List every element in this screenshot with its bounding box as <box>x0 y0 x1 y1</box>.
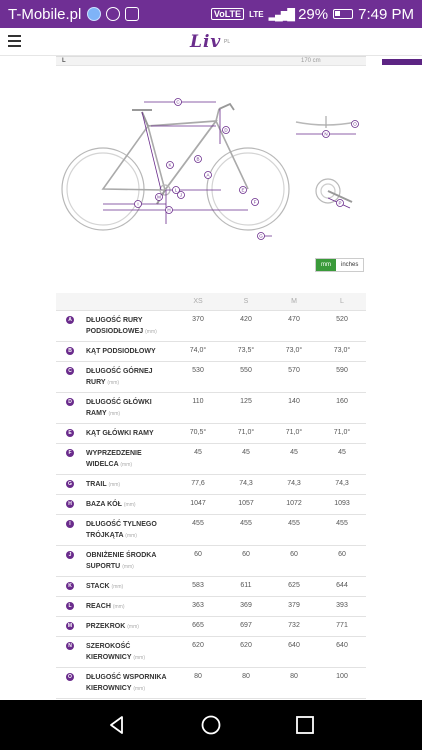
selected-size: L <box>62 58 66 64</box>
row-value: 71,0° <box>222 423 270 443</box>
row-value: 1072 <box>270 494 318 514</box>
row-badge: K <box>66 582 74 590</box>
unit-mm-button[interactable]: mm <box>316 259 336 271</box>
row-value: 470 <box>270 310 318 341</box>
home-icon[interactable] <box>200 714 222 736</box>
row-value: 570 <box>270 361 318 392</box>
row-label: PRZEKROK <box>86 622 126 630</box>
size-header: S <box>222 293 270 310</box>
row-label-cell <box>84 474 174 494</box>
instagram-icon <box>106 7 120 21</box>
row-unit: (mm) <box>133 654 145 661</box>
row-label-cell <box>84 310 174 341</box>
size-header: XS <box>174 293 222 310</box>
diagram-badge <box>240 187 247 194</box>
diagram-badge-letter: D <box>224 127 228 133</box>
row-value: 140 <box>270 392 318 423</box>
table-row <box>56 596 366 616</box>
diagram-badge-letter: O <box>353 121 357 127</box>
row-unit: (mm) <box>108 481 121 488</box>
size-bar <box>382 59 422 65</box>
row-badge: G <box>66 480 74 488</box>
row-value: 697 <box>222 616 270 636</box>
diagram-badge-letter: G <box>259 233 263 239</box>
crank-detail <box>316 179 352 208</box>
row-value: 60 <box>174 545 222 576</box>
selected-size-strip <box>56 56 366 66</box>
diagram-badge-letter: P <box>338 200 342 206</box>
row-value: 1093 <box>318 494 366 514</box>
row-value: 125 <box>222 392 270 423</box>
row-value: 74,0° <box>174 341 222 361</box>
row-value: 1047 <box>174 494 222 514</box>
row-value: 520 <box>318 310 366 341</box>
row-badge: E <box>66 429 74 437</box>
row-value: 363 <box>174 596 222 616</box>
row-badge: M <box>67 622 73 629</box>
row-value: 74,3 <box>270 474 318 494</box>
row-label: OBNIŻENIE ŚRODKA SUPORTU <box>86 551 157 570</box>
row-value: 45 <box>318 443 366 474</box>
row-unit: (mm) <box>145 328 157 335</box>
row-badge-cell <box>56 514 84 545</box>
row-unit: (mm) <box>127 623 139 630</box>
security-shield-icon <box>87 7 101 21</box>
diagram-badge <box>323 131 330 138</box>
table-header-row <box>56 293 366 310</box>
table-row <box>56 392 366 423</box>
diagram-badge-letter: L <box>174 187 178 193</box>
row-badge-cell <box>56 636 84 667</box>
header-badge <box>56 293 84 310</box>
unit-inches-button[interactable]: inches <box>341 262 359 268</box>
row-value: 80 <box>174 667 222 698</box>
volte-badge: VoLTE <box>211 8 244 20</box>
row-label: REACH <box>86 602 111 610</box>
row-badge-cell <box>56 361 84 392</box>
row-value: 620 <box>222 636 270 667</box>
row-value: 583 <box>174 576 222 596</box>
row-value: 60 <box>270 545 318 576</box>
row-badge: C <box>66 367 74 375</box>
row-label: SZEROKOŚĆ KIEROWNICY <box>86 642 132 661</box>
liv-logo[interactable]: Liv <box>190 32 222 52</box>
unit-toggle[interactable] <box>315 258 364 272</box>
diagram-badge <box>135 201 142 208</box>
row-badge-cell <box>56 310 84 341</box>
size-header: M <box>270 293 318 310</box>
row-value: 665 <box>174 616 222 636</box>
table-row <box>56 494 366 514</box>
table-row <box>56 667 366 698</box>
lte-indicator: LTE <box>249 9 264 19</box>
row-value: 455 <box>270 514 318 545</box>
row-label-cell <box>84 392 174 423</box>
row-badge-cell <box>56 341 84 361</box>
row-value: 455 <box>318 514 366 545</box>
row-label-cell <box>84 576 174 596</box>
table-row <box>56 423 366 443</box>
diagram-badge-letter: I <box>137 201 139 207</box>
row-value: 45 <box>222 443 270 474</box>
row-value: 100 <box>318 667 366 698</box>
diagram-badges <box>135 99 359 240</box>
row-unit: (mm) <box>107 379 120 386</box>
row-badge-cell <box>56 616 84 636</box>
row-label-cell <box>84 636 174 667</box>
row-value: 45 <box>174 443 222 474</box>
row-value: 80 <box>222 667 270 698</box>
row-unit: (mm) <box>123 501 136 508</box>
back-icon[interactable] <box>106 714 128 736</box>
row-badge: H <box>66 500 74 508</box>
row-value: 640 <box>318 636 366 667</box>
geometry-table <box>56 293 366 750</box>
stem-bar <box>219 104 234 110</box>
diagram-badge <box>258 233 265 240</box>
row-badge-cell <box>56 596 84 616</box>
diagram-badge <box>167 162 174 169</box>
table-row <box>56 616 366 636</box>
row-label: DŁUGOŚĆ GŁÓWKI RAMY <box>86 398 152 417</box>
row-value: 550 <box>222 361 270 392</box>
header-label <box>84 293 174 310</box>
row-badge-cell <box>56 667 84 698</box>
diagram-badge <box>173 187 180 194</box>
android-nav-bar <box>0 700 422 750</box>
row-badge-cell <box>56 494 84 514</box>
table-row <box>56 341 366 361</box>
row-unit: (mm) <box>133 685 145 692</box>
diagram-badge-letter: E <box>241 187 245 193</box>
row-value: 455 <box>174 514 222 545</box>
row-label: DŁUGOŚĆ RURY PODSIODŁOWEJ <box>86 316 144 335</box>
row-label-cell <box>84 596 174 616</box>
diagram-badge <box>352 121 359 128</box>
row-label: TRAIL <box>86 480 107 488</box>
diagram-badge-letter: A <box>206 172 210 178</box>
row-badge: L <box>66 602 74 610</box>
clock: 7:49 PM <box>358 5 414 23</box>
row-label: KĄT GŁÓWKI RAMY <box>86 429 154 437</box>
row-value: 73,0° <box>270 341 318 361</box>
row-badge: A <box>66 316 74 324</box>
diagram-badge-letter: F <box>253 199 257 205</box>
diagram-badge-letter: N <box>324 131 328 137</box>
app-header <box>0 28 422 56</box>
row-value: 379 <box>270 596 318 616</box>
row-value: 455 <box>222 514 270 545</box>
row-value: 71,0° <box>318 423 366 443</box>
table-row <box>56 514 366 545</box>
row-badge: I <box>66 520 74 528</box>
row-label-cell <box>84 423 174 443</box>
rider-height: 170 cm <box>301 58 321 64</box>
row-value: 1057 <box>222 494 270 514</box>
row-badge-cell <box>56 423 84 443</box>
row-value: 640 <box>270 636 318 667</box>
row-value: 80 <box>270 667 318 698</box>
row-value: 60 <box>222 545 270 576</box>
row-value: 73,5° <box>222 341 270 361</box>
status-right <box>211 6 414 23</box>
diagram-badge-letter: H <box>167 207 171 213</box>
row-label-cell <box>84 667 174 698</box>
bike-geometry-diagram <box>56 86 366 256</box>
row-badge-cell <box>56 443 84 474</box>
row-value: 71,0° <box>270 423 318 443</box>
row-label: WYPRZEDZENIE WIDELCA <box>86 449 142 468</box>
row-label-cell <box>84 616 174 636</box>
table-row <box>56 310 366 341</box>
hamburger-menu-icon[interactable] <box>8 35 21 47</box>
diagram-badge-letter: J <box>179 192 183 198</box>
row-badge: F <box>66 449 74 457</box>
signal-icon: ▂▄▆█ <box>268 8 294 21</box>
diagram-badge-letter: M <box>157 194 161 200</box>
diagram-badge-letter: C <box>176 99 180 105</box>
region-label: PL <box>224 39 231 45</box>
row-label: DŁUGOŚĆ TYLNEGO TRÓJKĄTA <box>86 520 157 539</box>
table-row <box>56 576 366 596</box>
row-label-cell <box>84 361 174 392</box>
row-value: 60 <box>318 545 366 576</box>
diagram-badge <box>223 127 230 134</box>
row-label-cell <box>84 545 174 576</box>
table-row <box>56 361 366 392</box>
fork <box>216 109 248 189</box>
diagram-badge-letter: B <box>196 156 200 162</box>
row-value: 771 <box>318 616 366 636</box>
row-value: 644 <box>318 576 366 596</box>
row-badge: J <box>66 551 74 559</box>
row-badge: O <box>66 673 74 681</box>
row-value: 74,3 <box>222 474 270 494</box>
row-badge: B <box>66 347 74 355</box>
row-value: 77,6 <box>174 474 222 494</box>
row-value: 45 <box>270 443 318 474</box>
row-unit: (mm) <box>108 410 121 417</box>
dimension-lines <box>103 99 272 236</box>
battery-percent: 29% <box>298 5 329 23</box>
row-unit: (mm) <box>125 532 137 539</box>
row-value: 369 <box>222 596 270 616</box>
row-value: 110 <box>174 392 222 423</box>
row-badge: N <box>66 642 74 650</box>
row-unit: (mm) <box>122 563 134 570</box>
table-row <box>56 443 366 474</box>
row-value: 530 <box>174 361 222 392</box>
row-value: 370 <box>174 310 222 341</box>
row-label-cell <box>84 341 174 361</box>
table-row <box>56 636 366 667</box>
row-value: 611 <box>222 576 270 596</box>
bike-outline <box>62 104 289 230</box>
row-value: 160 <box>318 392 366 423</box>
row-badge: D <box>66 398 74 406</box>
row-unit: (mm) <box>120 461 133 468</box>
row-value: 590 <box>318 361 366 392</box>
diagram-badge <box>337 200 344 207</box>
row-badge-cell <box>56 545 84 576</box>
row-value: 620 <box>174 636 222 667</box>
row-badge-cell <box>56 474 84 494</box>
diagram-badge <box>205 172 212 179</box>
status-bar <box>0 0 422 28</box>
diagram-badge <box>166 207 173 214</box>
row-label: STACK <box>86 582 110 590</box>
table-body <box>56 310 366 749</box>
row-value: 625 <box>270 576 318 596</box>
battery-icon <box>333 9 353 19</box>
table-row <box>56 474 366 494</box>
row-value: 420 <box>222 310 270 341</box>
row-label-cell <box>84 514 174 545</box>
recents-icon[interactable] <box>294 714 316 736</box>
row-value: 732 <box>270 616 318 636</box>
row-label: BAZA KÓŁ <box>86 500 122 508</box>
diagram-badge <box>195 156 202 163</box>
carrier-name: T-Mobile.pl <box>8 5 82 23</box>
row-value: 73,0° <box>318 341 366 361</box>
row-badge-cell <box>56 576 84 596</box>
size-header: L <box>318 293 366 310</box>
row-label-cell <box>84 494 174 514</box>
inbox-icon <box>125 7 139 21</box>
row-badge-cell <box>56 392 84 423</box>
row-label: DŁUGOŚĆ GÓRNEJ RURY <box>86 367 153 386</box>
row-unit: (mm) <box>112 603 125 610</box>
row-value: 74,3 <box>318 474 366 494</box>
row-label-cell <box>84 443 174 474</box>
row-label: DŁUGOŚĆ WSPORNIKA KIEROWNICY <box>86 673 167 692</box>
diagram-badge <box>175 99 182 106</box>
diagram-badge <box>252 199 259 206</box>
rear-triangle <box>103 126 165 190</box>
diagram-badge <box>156 194 163 201</box>
table-row <box>56 545 366 576</box>
diagram-badge-letter: K <box>168 162 172 168</box>
row-unit: (mm) <box>111 583 124 590</box>
row-label: KĄT PODSIODŁOWY <box>86 347 156 355</box>
row-value: 393 <box>318 596 366 616</box>
row-value: 70,5° <box>174 423 222 443</box>
